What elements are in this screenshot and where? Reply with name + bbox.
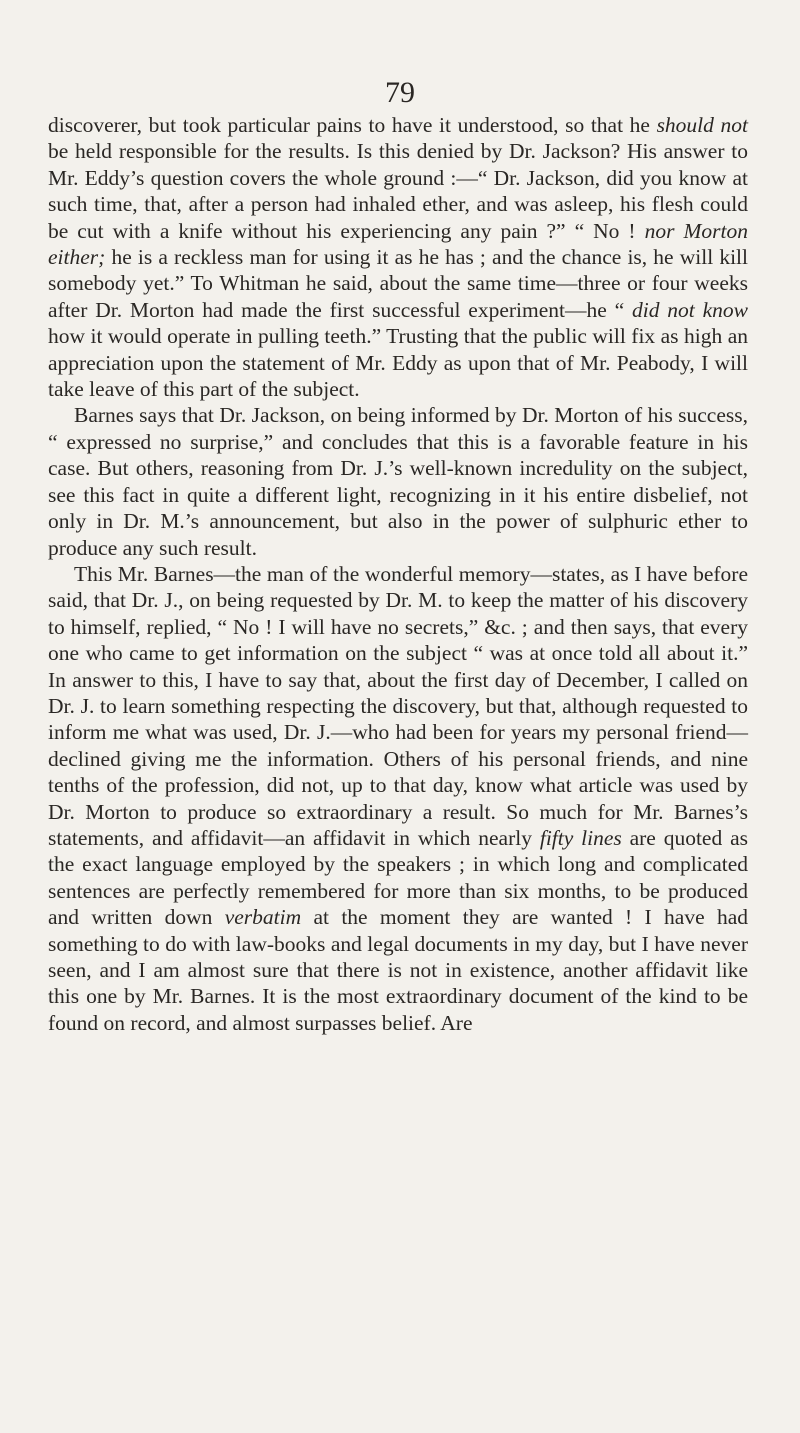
- italic-run: did not know: [631, 297, 748, 322]
- body-text: [48, 112, 748, 1036]
- italic-run: fifty lines: [539, 825, 622, 850]
- paragraph-1: [48, 112, 748, 402]
- text-run: be held responsible for the results. Is this denied by Dr. Jackson? His answer to Mr. Eddy’s question covers the whole ground :—“ Dr. Jackson, did you know at such time, that, after a person had inhaled ether, and was asleep, his flesh could be cut with a knife without his experiencing any pain ?” “ No !: [48, 139, 748, 243]
- paragraph-2: [48, 402, 748, 560]
- page-number: 79: [385, 76, 415, 109]
- paragraph-3: [48, 561, 748, 1036]
- text-run: at the moment they are wanted ! I have had something to do with law-books and legal documents in my day, but I have never seen, and I am almost sure that there is not in existence, another affidavit like this one by Mr. Barnes. It is the most extraordinary document of the kind to be found on record, and almost surpasses belief. Are: [48, 905, 749, 1035]
- italic-run: nor Morton either;: [48, 218, 748, 270]
- text-run: Barnes says that Dr. Jackson, on being informed by Dr. Morton of his success, “ expressed no surprise,” and concludes that this is a favorable feature in his case. But others, reasoning from Dr. J.’s well-known incredulity on the subject, see this fact in quite a different light, recognizing in it his entire disbelief, not only in Dr. M.’s announcement, but also in the power of sulphuric ether to produce any such result.: [48, 403, 748, 560]
- italic-run: verbatim: [224, 905, 302, 930]
- text-run: how it would operate in pulling teeth.” Trusting that the public will fix as high an appreciation upon the statement of Mr. Eddy as upon that of Mr. Peabody, I will take leave of this part of the subject.: [48, 324, 748, 402]
- text-run: he is a reckless man for using it as he has ; and the chance is, he will kill somebody yet.” To Whitman he said, about the same time—three or four weeks after Dr. Morton had made the first successful experiment—he “: [48, 245, 748, 322]
- text-run: This Mr. Barnes—the man of the wonderful memory—states, as I have before said, that Dr. J., on being requested by Dr. M. to keep the matter of his discovery to himself, replied, “ No ! I will have no secrets,” &c. ; and then says, that every one who came to get information on the subject “ was at once told all about it.” In answer to this, I have to say that, about the first day of December, I called on Dr. J. to learn something respecting the discovery, but that, although requested to inform me what was used, Dr. J.—who had been for years my personal friend—declined giving me the information. Others of his personal friends, and nine tenths of the profession, did not, up to that day, know what article was used by Dr. Morton to produce so extraordinary a result. So much for Mr. Barnes’s statements, and affidavit—an affidavit in which nearly: [48, 561, 748, 850]
- italic-run: should not: [656, 113, 748, 137]
- text-run: are quoted as the exact language employed by the speakers ; in which long and complicated sentences are perfectly remembered for more than six months, to be produced and written down: [48, 825, 748, 930]
- text-run: discoverer, but took particular pains to have it understood, so that he: [48, 113, 657, 137]
